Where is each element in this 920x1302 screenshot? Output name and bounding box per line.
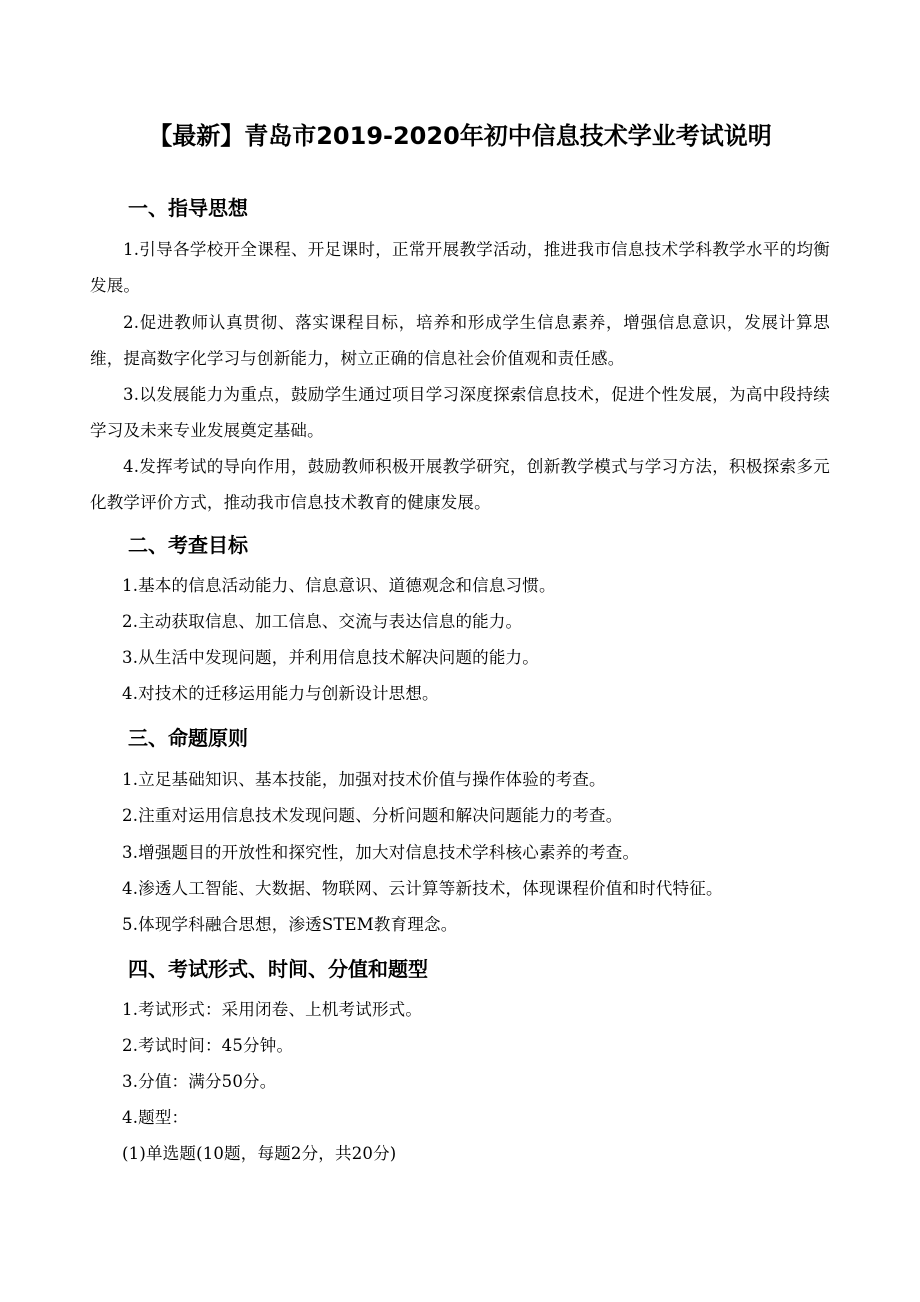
section-1-item-1: 1.引导各学校开全课程、开足课时，正常开展教学活动，推进我市信息技术学科教学水平的均衡发展。 [90, 240, 830, 295]
section-3-item-1: 1.立足基础知识、基本技能，加强对技术价值与操作体验的考查。 [122, 770, 606, 789]
section-3-item-2: 2.注重对运用信息技术发现问题、分析问题和解决问题能力的考查。 [122, 806, 623, 825]
section-2-item-2: 2.主动获取信息、加工信息、交流与表达信息的能力。 [122, 612, 523, 631]
section-2-item-3: 3.从生活中发现问题，并利用信息技术解决问题的能力。 [122, 648, 539, 667]
document-title: 【最新】青岛市2019-2020年初中信息技术学业考试说明 [148, 122, 772, 150]
section-4-item-5: (1)单选题(10题，每题2分，共20分) [122, 1144, 397, 1163]
section-3-item-4: 4.渗透人工智能、大数据、物联网、云计算等新技术，体现课程价值和时代特征。 [122, 879, 723, 898]
section-4-item-1: 1.考试形式：采用闭卷、上机考试形式。 [122, 1000, 423, 1019]
section-4-item-2: 2.考试时间：45分钟。 [122, 1036, 294, 1055]
section-1-item-2: 2.促进教师认真贯彻、落实课程目标，培养和形成学生信息素养，增强信息意识，发展计算思维，提高数字化学习与创新能力，树立正确的信息社会价值观和责任感。 [90, 313, 830, 368]
section-1-item-3: 3.以发展能力为重点，鼓励学生通过项目学习深度探索信息技术，促进个性发展，为高中段持续学习及未来专业发展奠定基础。 [90, 385, 830, 440]
section-4-item-4: 4.题型： [122, 1108, 189, 1127]
section-heading-exam-objectives: 二、考查目标 [128, 533, 248, 557]
section-2-item-1: 1.基本的信息活动能力、信息意识、道德观念和信息习惯。 [122, 576, 556, 595]
section-3-item-3: 3.增强题目的开放性和探究性，加大对信息技术学科核心素养的考查。 [122, 843, 640, 862]
section-heading-question-principles: 三、命题原则 [128, 726, 248, 750]
section-heading-exam-format: 四、考试形式、时间、分值和题型 [128, 957, 428, 981]
section-4-item-3: 3.分值：满分50分。 [122, 1072, 277, 1091]
section-heading-guiding-ideology: 一、指导思想 [128, 196, 248, 220]
section-1-item-4: 4.发挥考试的导向作用，鼓励教师积极开展教学研究，创新教学模式与学习方法，积极探索多元化教学评价方式，推动我市信息技术教育的健康发展。 [90, 457, 830, 512]
section-3-item-5: 5.体现学科融合思想，渗透STEM教育理念。 [122, 915, 458, 934]
section-2-item-4: 4.对技术的迁移运用能力与创新设计思想。 [122, 684, 439, 703]
